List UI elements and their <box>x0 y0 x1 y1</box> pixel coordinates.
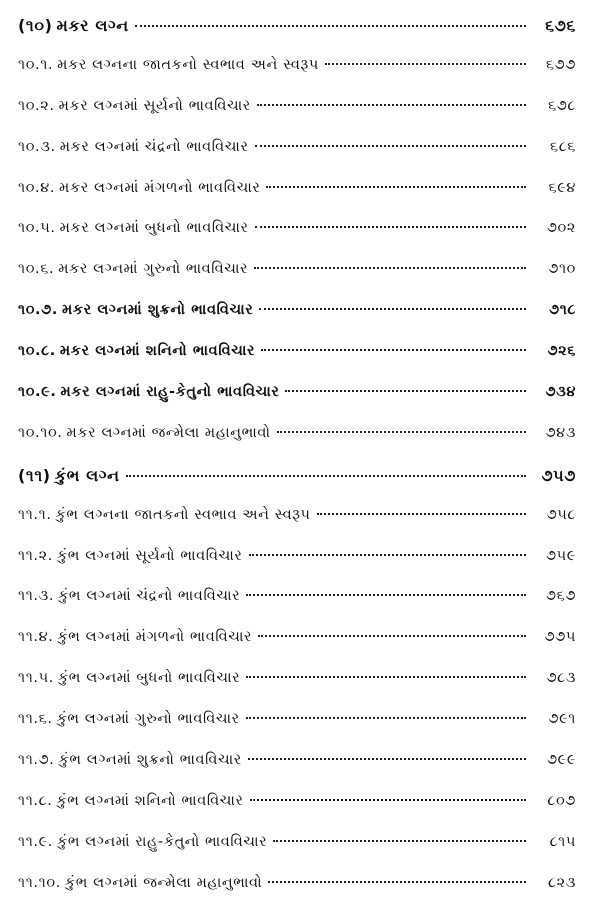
dot-leader <box>317 513 526 515</box>
entry-number: ૧૧.૮. <box>18 792 53 809</box>
entry-number: ૧૧.૧. <box>18 506 52 523</box>
entry-page-number: ૭૩૪ <box>545 384 576 401</box>
entry-number: ૧૦.૧. <box>18 56 54 73</box>
entry-number: (૧૧) <box>18 465 51 485</box>
toc-entry[interactable] <box>18 711 576 752</box>
entry-title: કુંભ લગ્નમાં શુક્રનો ભાવવિચાર <box>58 752 242 769</box>
toc-entry[interactable] <box>18 425 576 466</box>
dot-leader <box>249 554 526 556</box>
dot-leader <box>268 881 526 883</box>
toc-entry[interactable] <box>18 343 576 384</box>
entry-number: ૧૦.૮. <box>18 343 56 360</box>
entry-page-number: ૮૧૫ <box>549 833 576 850</box>
entry-page-number: ૭૫૯ <box>546 547 576 564</box>
dot-leader <box>246 676 526 678</box>
entry-title: મકર લગ્નમાં મંગળનો ભાવવિચાર <box>59 179 261 196</box>
dot-leader <box>285 390 526 392</box>
dot-leader <box>257 104 526 106</box>
entry-page-number: ૭૮૩ <box>546 670 576 687</box>
dot-leader <box>246 594 526 596</box>
entry-number: ૧૧.૨. <box>18 547 53 564</box>
entry-page-number: ૭૨૬ <box>547 343 576 360</box>
entry-title: કુંભ લગ્નમાં મંગળનો ભાવવિચાર <box>57 629 253 646</box>
entry-title: મકર લગ્નમાં બુધનો ભાવવિચાર <box>59 220 249 237</box>
dot-leader <box>277 431 526 433</box>
toc-entry[interactable] <box>18 507 576 548</box>
dot-leader <box>246 717 526 719</box>
dot-leader <box>135 25 526 27</box>
dot-leader <box>248 758 526 760</box>
toc-entry[interactable] <box>18 261 576 302</box>
entry-number: ૧૦.૩. <box>18 138 56 155</box>
entry-number: ૧૦.૬. <box>18 261 55 278</box>
entry-number: (૧૦) <box>18 16 53 35</box>
entry-page-number: ૭૧૦ <box>548 261 576 278</box>
dot-leader <box>273 840 526 842</box>
entry-title: કુંભ લગ્નમાં શનિનો ભાવવિચાર <box>56 792 244 809</box>
toc-entry[interactable] <box>18 629 576 670</box>
entry-number: ૧૦.૧૦. <box>18 424 63 441</box>
entry-page-number: ૬૭૬ <box>545 16 576 35</box>
toc-entry[interactable] <box>18 793 576 834</box>
entry-number: ૧૧.૩. <box>18 588 55 605</box>
entry-number: ૧૧.૭. <box>18 752 55 769</box>
dot-leader <box>255 145 526 147</box>
entry-title: કુંભ લગ્નમાં જન્મેલા મહાનુભાવો <box>64 874 263 891</box>
dot-leader <box>261 349 526 351</box>
entry-page-number: ૮૨૩ <box>548 874 576 891</box>
entry-page-number: ૭૫૭ <box>541 465 576 485</box>
dot-leader <box>255 226 526 228</box>
entry-number: ૧૦.૯. <box>18 384 57 401</box>
entry-title: કુંભ લગ્નમાં ચંદ્રનો ભાવવિચાર <box>58 588 241 605</box>
entry-title: મકર લગ્નમાં ચંદ્રનો ભાવવિચાર <box>59 138 249 155</box>
entry-page-number: ૭૪૩ <box>545 424 576 441</box>
entry-page-number: ૭૯૯ <box>546 752 576 769</box>
entry-number: ૧૧.૯. <box>18 833 54 850</box>
toc-entry[interactable] <box>18 384 576 425</box>
toc-entry[interactable] <box>18 548 576 589</box>
toc-entry[interactable] <box>18 588 576 629</box>
toc-entry[interactable] <box>18 220 576 261</box>
entry-title: મકર લગ્નમાં શનિનો ભાવવિચાર <box>59 343 256 360</box>
toc-entry[interactable] <box>18 670 576 711</box>
toc-entry[interactable] <box>18 98 576 139</box>
dot-leader <box>258 635 526 637</box>
entry-page-number: ૭૭૫ <box>544 629 576 646</box>
toc-entry[interactable] <box>18 302 576 343</box>
entry-title: મકર લગ્ન <box>56 16 129 35</box>
entry-number: ૧૦.૪. <box>18 179 56 196</box>
entry-title: કુંભ લગ્નમાં રાહુ-કેતુનો ભાવવિચાર <box>57 833 268 850</box>
entry-title: કુંભ લગ્નના જાતકનો સ્વભાવ અને સ્વરૂપ <box>55 506 311 523</box>
toc-entry[interactable] <box>18 752 576 793</box>
entry-number: ૧૧.૬. <box>18 711 53 728</box>
entry-number: ૧૦.૫. <box>18 220 56 237</box>
dot-leader <box>250 799 526 801</box>
entry-title: કુંભ લગ્નમાં બુધનો ભાવવિચાર <box>57 670 241 687</box>
entry-page-number: ૭૧૮ <box>549 302 576 319</box>
dot-leader <box>266 186 526 188</box>
entry-title: મકર લગ્નમાં ગુરુનો ભાવવિચાર <box>58 261 249 278</box>
entry-number: ૧૧.૫. <box>18 670 54 687</box>
entry-number: ૧૦.૨. <box>18 97 55 114</box>
entry-title: મકર લગ્નમાં સૂર્યનો ભાવવિચાર <box>58 97 251 114</box>
entry-page-number: ૭૬૭ <box>545 588 576 605</box>
toc-entry[interactable] <box>18 834 576 875</box>
entry-title: મકર લગ્નમાં શુક્રનો ભાવવિચાર <box>61 302 254 319</box>
toc-entry[interactable] <box>18 180 576 221</box>
toc-entry[interactable] <box>18 875 576 916</box>
toc-section-heading[interactable] <box>18 466 576 507</box>
entry-page-number: ૬૭૭ <box>545 56 576 73</box>
entry-page-number: ૮૦૭ <box>547 792 576 809</box>
entry-page-number: ૭૫૮ <box>546 506 576 523</box>
entry-page-number: ૭૦૨ <box>546 220 576 237</box>
dot-leader <box>259 308 526 310</box>
toc-entry[interactable] <box>18 57 576 98</box>
entry-title: મકર લગ્નમાં જન્મેલા મહાનુભાવો <box>66 424 271 441</box>
entry-title: કુંભ લગ્નમાં સૂર્યનો ભાવવિચાર <box>56 547 243 564</box>
entry-number: ૧૦.૭. <box>18 302 58 319</box>
toc-section-heading[interactable] <box>18 16 576 57</box>
entry-page-number: ૬૭૮ <box>548 97 576 114</box>
toc-entry[interactable] <box>18 139 576 180</box>
entry-title: કુંભ લગ્ન <box>54 465 120 485</box>
entry-number: ૧૧.૧૦. <box>18 874 61 891</box>
table-of-contents <box>18 16 576 916</box>
entry-page-number: ૭૯૧ <box>548 711 576 728</box>
entry-title: મકર લગ્નના જાતકનો સ્વભાવ અને સ્વરૂપ <box>57 56 319 73</box>
dot-leader <box>126 475 526 477</box>
entry-page-number: ૬૮૬ <box>549 138 576 155</box>
entry-page-number: ૬૯૪ <box>548 179 576 196</box>
dot-leader <box>254 267 526 269</box>
entry-number: ૧૧.૪. <box>18 629 54 646</box>
entry-title: મકર લગ્નમાં રાહુ-કેતુનો ભાવવિચાર <box>60 384 280 401</box>
entry-title: કુંભ લગ્નમાં ગુરુનો ભાવવિચાર <box>56 711 240 728</box>
dot-leader <box>325 63 526 65</box>
